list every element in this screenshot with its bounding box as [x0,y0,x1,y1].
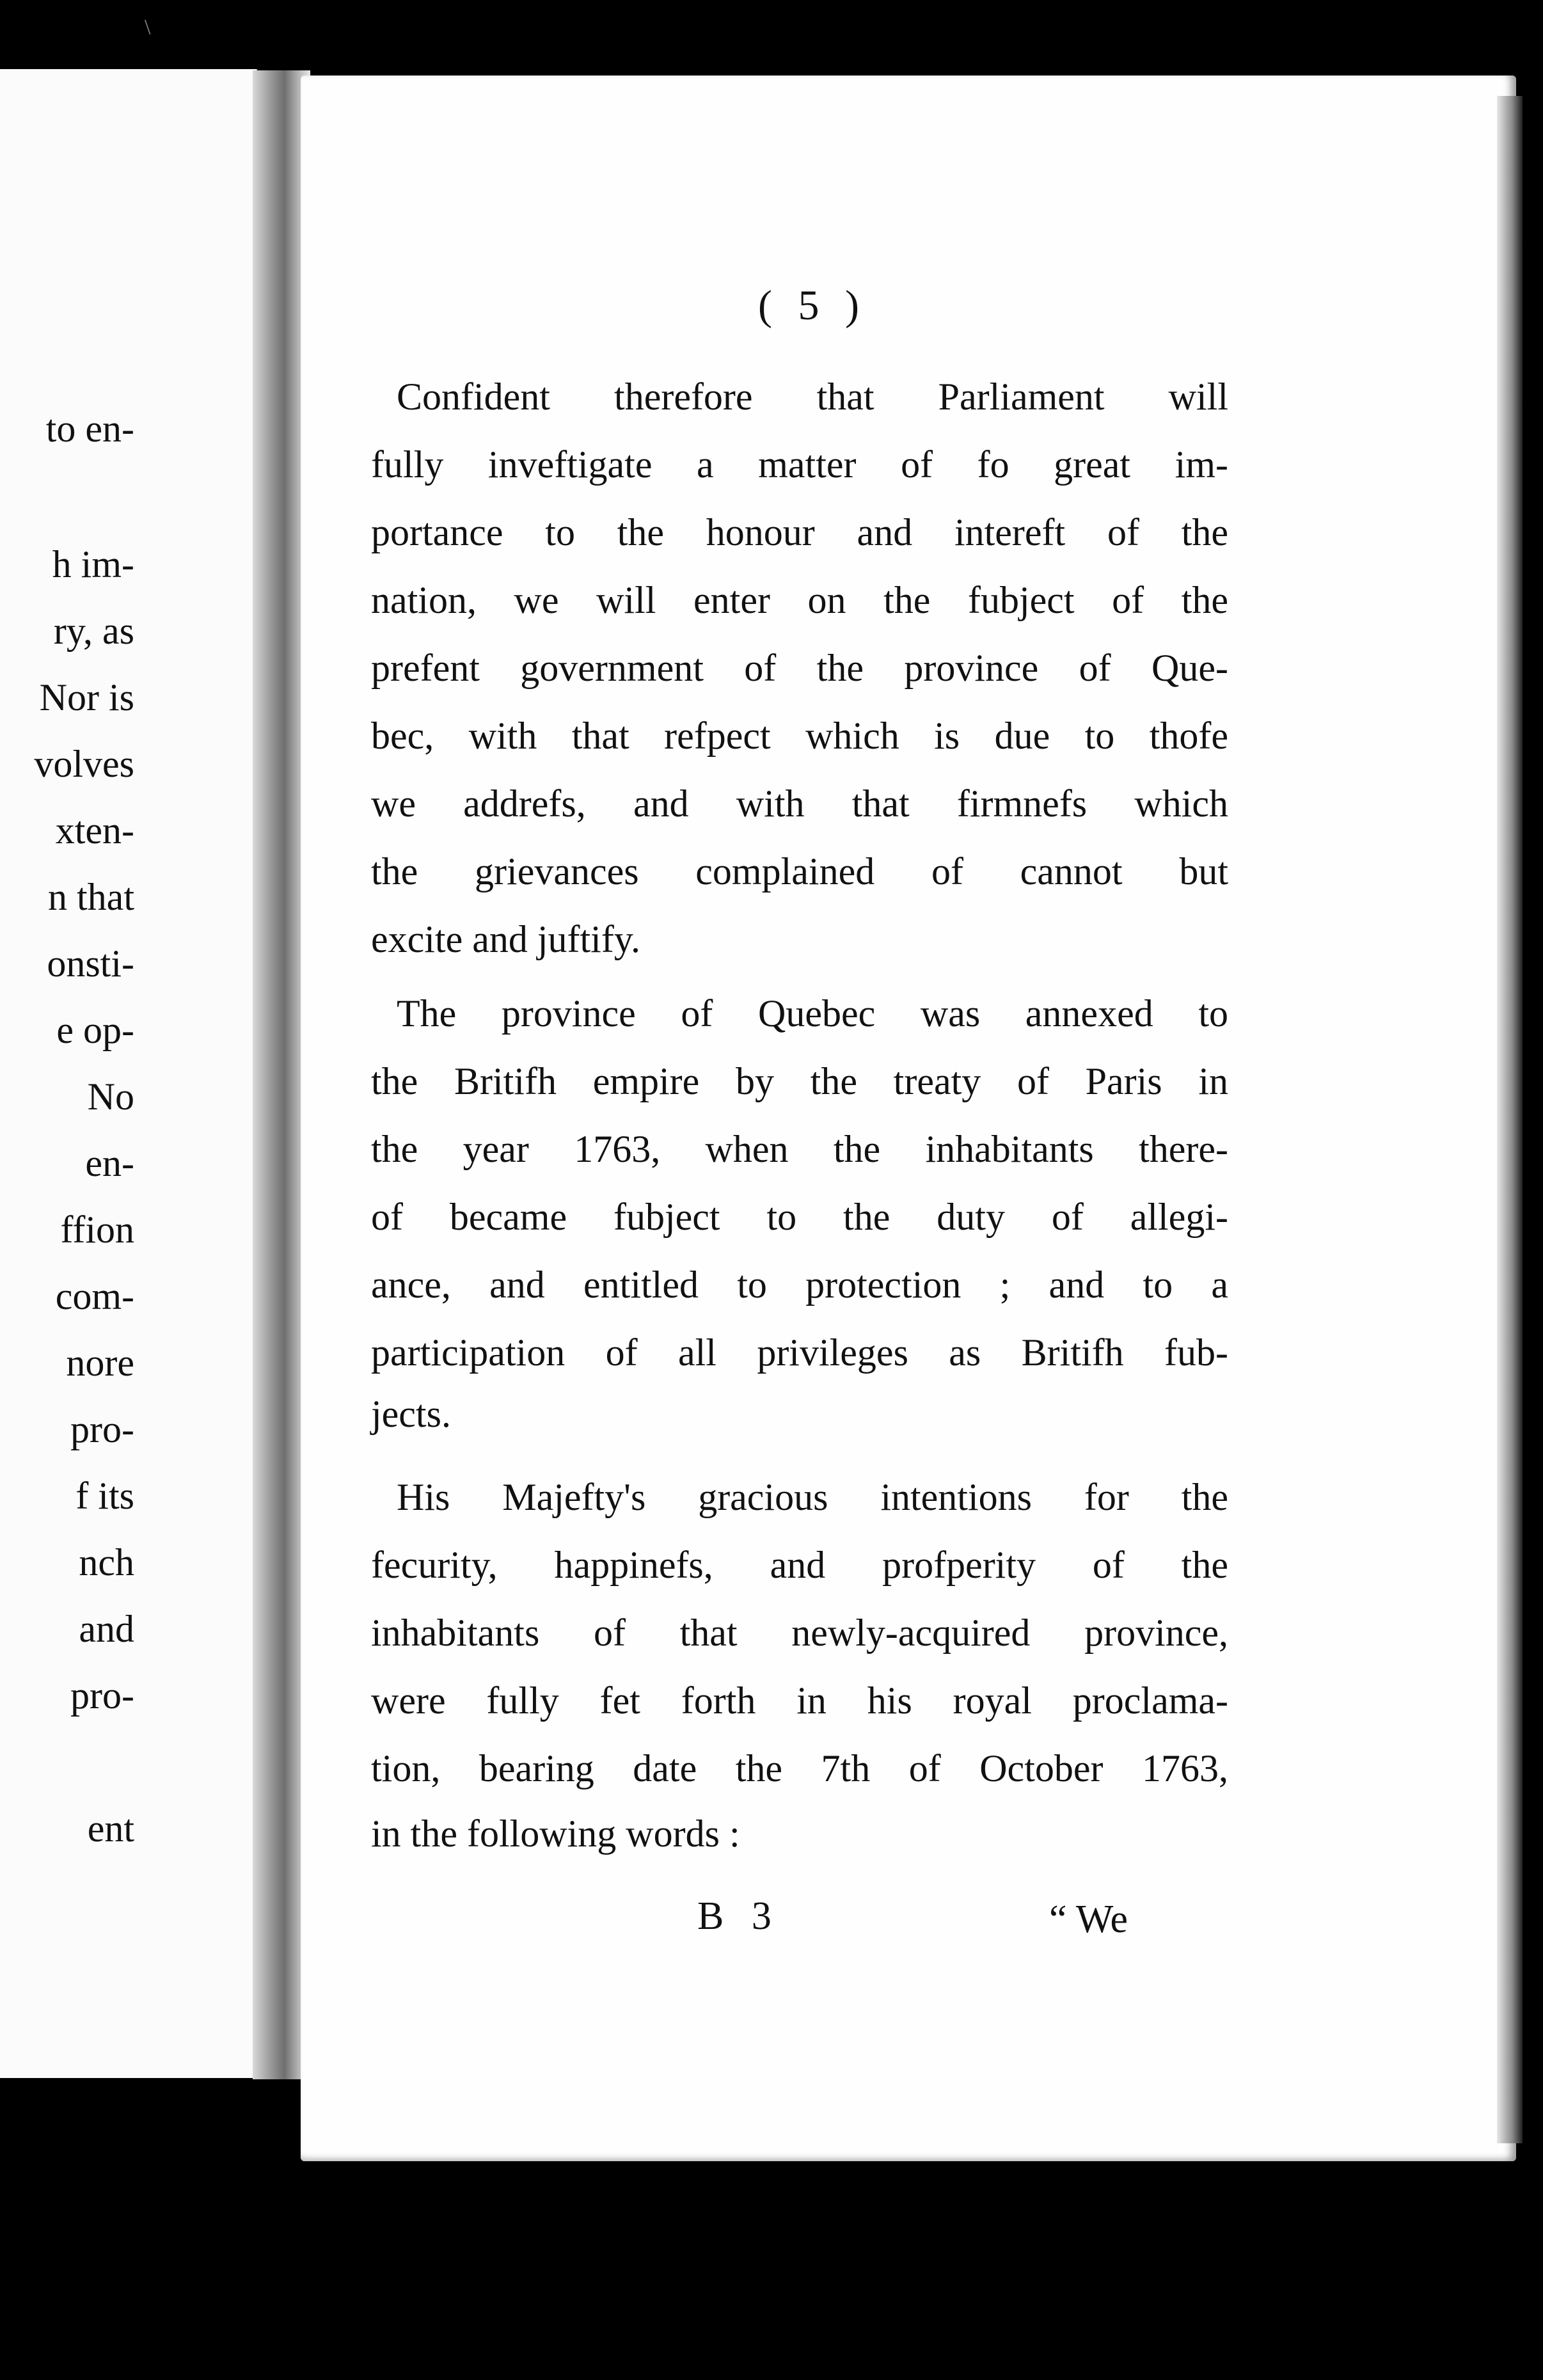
left-fragment: e op- [56,1009,134,1051]
text-line: of became fubject to the duty of allegi- [371,1196,1228,1238]
text-line: portance to the honour and intereft of the [371,511,1228,553]
signature-mark: B 3 [697,1894,780,1938]
left-fragment: en- [85,1142,134,1184]
text-line: nation, we will enter on the fubject of the [371,579,1228,621]
left-fragment: f its [75,1475,134,1517]
text-line: in the following words : [371,1813,740,1855]
text-line: the year 1763, when the inhabitants there- [371,1128,1228,1170]
left-fragment: pro- [70,1408,134,1450]
left-fragment: pro- [70,1674,134,1717]
left-fragment: com- [55,1275,134,1317]
left-fragment: and [79,1608,134,1650]
left-fragment: to en- [45,408,134,450]
text-line: bec, with that refpect which is due to thofe [371,715,1228,757]
text-line: we addrefs, and with that firmnefs which [371,782,1228,825]
text-line: fully inveftigate a matter of fo great im- [371,443,1228,486]
left-fragment: ry, as [53,610,134,652]
text-line: tion, bearing date the 7th of October 1763, [371,1747,1228,1789]
left-fragment: h im- [52,543,134,585]
text-line: prefent government of the province of Que- [371,647,1228,689]
text-line: fecurity, happinefs, and profperity of the [371,1544,1228,1586]
left-fragment: ffion [60,1209,134,1251]
text-line: inhabitants of that newly-acquired province, [371,1612,1228,1654]
left-fragment: onsti- [47,942,134,985]
text-line: Confident therefore that Parliament will [397,376,1228,418]
left-fragment: nore [66,1342,134,1384]
text-line: ance, and entitled to protection ; and to a [371,1264,1228,1306]
left-page [0,69,257,2078]
text-line: the Britifh empire by the treaty of Paris in [371,1060,1228,1102]
page-edge [1497,96,1523,2143]
left-fragment: ent [87,1807,134,1850]
text-line: excite and juftify. [371,918,640,960]
text-line: were fully fet forth in his royal proclama- [371,1679,1228,1722]
text-line: participation of all privileges as Britifh fub- [371,1331,1228,1374]
text-line: His Majefty's gracious intentions for the [397,1476,1228,1518]
left-fragment: Nor is [39,676,134,718]
left-fragment: No [87,1075,134,1118]
corner-mark: \ [145,15,151,39]
text-line: jects. [371,1393,451,1435]
left-fragment: nch [79,1541,134,1583]
text-line: the grievances complained of cannot but [371,850,1228,892]
left-fragment: n that [48,876,134,918]
left-fragment: xten- [55,809,134,852]
text-line: The province of Quebec was annexed to [397,992,1228,1035]
catchword: “ We [1049,1898,1128,1941]
page-number: ( 5 ) [758,282,867,329]
left-fragment: volves [34,743,134,785]
